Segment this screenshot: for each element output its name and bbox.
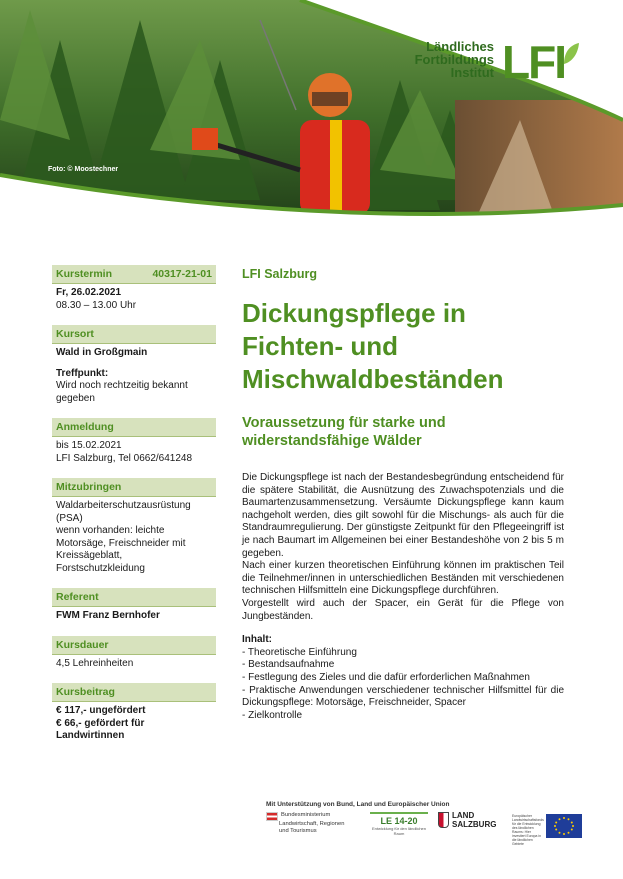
course-duration: 4,5 Lehreinheiten (56, 657, 134, 669)
logo-mark: LFI (502, 36, 565, 88)
section-label: Kursort (56, 328, 94, 340)
hero-photo (0, 0, 623, 232)
course-place: Wald in Großgmain (56, 347, 148, 358)
support-label: Mit Unterstützung von Bund, Land und Europäischer Union (266, 801, 450, 808)
section-body (52, 344, 216, 405)
section-label: Anmeldung (56, 421, 114, 433)
section-body (52, 437, 216, 465)
section-label: Kurstermin (56, 268, 113, 280)
description (242, 472, 564, 623)
section-label: Mitzubringen (56, 481, 122, 493)
registration-deadline: bis 15.02.2021 (56, 440, 122, 451)
list-item: - Praktische Anwendungen verschiedener technischer Hilfsmittel für die Dickungspflege: Motorsäge, Freischneider, Spacer (242, 684, 564, 709)
section-label: Kursdauer (56, 638, 109, 651)
logo-line1: Ländliches (426, 39, 494, 54)
course-code: 40317-21-01 (152, 268, 212, 280)
lfi-logo (410, 36, 582, 96)
section-kursort (52, 325, 216, 405)
section-header (52, 478, 216, 497)
section-kursdauer (52, 636, 216, 671)
le-text: LE 14-20 (380, 816, 418, 826)
section-header (52, 418, 216, 437)
section-header (52, 683, 216, 702)
section-label: Referent (56, 591, 99, 603)
paragraph: Die Dickungspflege ist nach der Bestandesbegründung entscheidend für die spätere Stabilität, die Ausnützung des Zuwachspotenzials und die Baumartenzusammensetzung. Versäumte Dickungspflege kann kaum nachgeholt werden, dies gilt sowohl für die Mischungs- als auch für die Standraumregulierung. Der günstigste Zeitpunkt für den Pflegeeingriff ist je nach Baumart im Allgemeinen bei einer Bestandeshöhe von 2 bis 5 m gegeben. (242, 472, 564, 559)
fee-unfunded: € 117,- ungefördert (56, 705, 146, 716)
section-body (52, 655, 216, 671)
photo-credit: Foto: © Moostechner (48, 166, 119, 173)
bring-item-1: Waldarbeiterschutzausrüstung (PSA) (56, 500, 191, 524)
title-line: Fichten- und (242, 331, 398, 361)
austria-flag-icon (266, 812, 278, 821)
subtitle-line: Voraussetzung für starke und (242, 415, 446, 431)
content-list-label: Inhalt: (242, 634, 272, 646)
eu-text: Europäischer Landwirtschaftsfonds für die Entwicklung des ländlichen Raums: Hier investiert Europa in die ländlichen Gebiete (512, 814, 544, 846)
list-item: - Bestandsaufnahme (242, 659, 335, 671)
eu-flag-icon (546, 814, 582, 838)
subtitle (242, 414, 564, 450)
section-label: Kursbeitrag (56, 686, 115, 698)
content-list (242, 634, 564, 722)
list-item: - Zielkontrolle (242, 709, 303, 721)
section-body (52, 607, 216, 623)
course-date: Fr, 26.02.2021 (56, 287, 122, 298)
speaker-name: FWM Franz Bernhofer (56, 610, 160, 621)
section-body (52, 497, 216, 575)
bring-item-2: wenn vorhanden: leichte Motorsäge, Freischneider mit Kreissägeblatt, Forstschutzkleidung (56, 525, 186, 574)
meeting-point-text: Wird noch rechtzeitig bekannt gegeben (56, 380, 188, 404)
section-header (52, 636, 216, 655)
section-header (52, 265, 216, 284)
list-item: - Theoretische Einführung (242, 646, 357, 658)
section-anmeldung (52, 418, 216, 465)
land-salzburg-logo (438, 812, 504, 842)
registration-contact: LFI Salzburg, Tel 0662/641248 (56, 452, 193, 464)
salzburg-crest-icon (438, 812, 449, 828)
section-body (52, 284, 216, 312)
main-content (242, 267, 564, 722)
le1420-logo (370, 812, 428, 846)
course-time: 08.30 – 13.00 Uhr (56, 299, 137, 311)
paragraph: Nach einer kurzen theoretischen Einführung können im praktischen Teil die Teilnehmer/innen in unterschiedlichen Beständen mit verschiedenen technischen Hilfsmitteln eine Dickungspflege durchführen. (242, 560, 564, 597)
section-header (52, 588, 216, 607)
page-title (242, 297, 564, 396)
organizer: LFI Salzburg (242, 267, 317, 281)
bmlrt-logo (266, 812, 358, 842)
le-subtext: Entwicklung für den ländlichen Raum (371, 826, 427, 836)
salzburg-text: SALZBURG (452, 819, 497, 829)
section-mitzubringen (52, 478, 216, 575)
eu-logo (512, 812, 586, 846)
title-line: Dickungspflege in (242, 298, 466, 328)
logo-text (415, 40, 494, 79)
bmlrt-line: und Tourismus (279, 828, 317, 834)
land-text: LAND (452, 811, 475, 820)
paragraph: Vorgestellt wird auch der Spacer, ein Gerät für die Pflege von Jungbeständen. (242, 597, 564, 622)
bmlrt-line: Bundesministerium (281, 812, 331, 818)
course-info-sidebar (52, 265, 216, 756)
section-referent (52, 588, 216, 623)
meeting-point-label: Treffpunkt: (56, 367, 109, 379)
list-item: - Festlegung des Zieles und die dafür erforderlichen Maßnahmen (242, 671, 530, 683)
section-kursbeitrag (52, 683, 216, 743)
sponsor-logos (266, 812, 586, 844)
subtitle-line: widerstandsfähige Wälder (242, 433, 422, 449)
fee-funded: € 66,- gefördert für Landwirtinnen (56, 717, 145, 741)
section-header (52, 325, 216, 344)
logo-line2: Fortbildungs (414, 52, 494, 67)
title-line: Mischwaldbeständen (242, 364, 504, 394)
logo-line3: Institut (450, 65, 494, 80)
bmlrt-line: Landwirtschaft, Regionen (279, 821, 345, 827)
hero-illustration (0, 0, 623, 232)
leaf-icon (562, 42, 580, 66)
section-kurstermin (52, 265, 216, 312)
section-body (52, 702, 216, 743)
